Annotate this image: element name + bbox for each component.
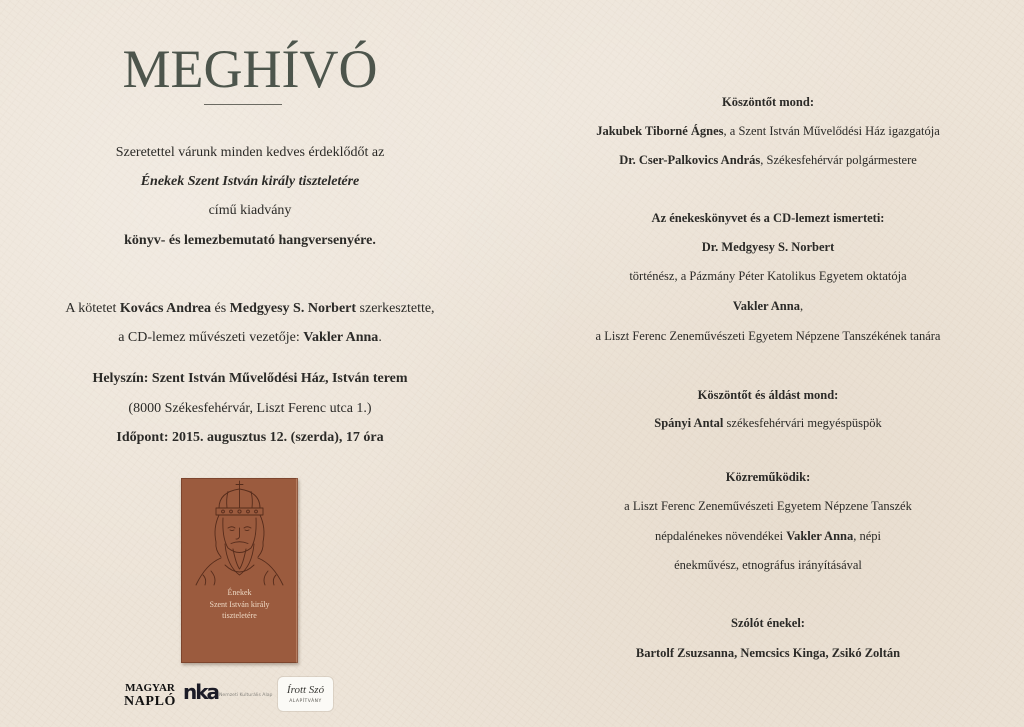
editors-conjunction: és (211, 301, 230, 316)
participants-text: népdalénekes növendékei (654, 529, 787, 543)
editors-prefix: A kötetet (65, 301, 120, 316)
presenter-role: történész, a Pázmány Péter Katolikus Egyetem oktatója (629, 269, 907, 283)
magyar-naplo-logo (122, 680, 178, 710)
soloist-separator: , (734, 646, 741, 660)
cd-director-line (0, 328, 500, 348)
portrait-illustration (181, 478, 298, 663)
presenters-heading: Az énekeskönyvet és a CD-lemezt ismerteti: (651, 211, 885, 225)
welcome-heading: Köszöntőt mond: (721, 95, 815, 109)
speaker-name: Dr. Cser-Palkovics András (619, 153, 761, 167)
book-cover-image (181, 478, 298, 663)
irott-szo-logo-caption: ALAPÍTVÁNY (289, 699, 322, 704)
blessing-name: Spányi Antal (654, 416, 724, 430)
magyar-naplo-logo-line: NAPLÓ (124, 694, 176, 709)
welcome-speaker-line (536, 121, 1000, 141)
participants-line: énekművész, etnográfus irányításával (674, 558, 862, 572)
presenter-name: Dr. Medgyesy S. Norbert (701, 240, 835, 254)
speaker-role: , a Szent István Művelődési Ház igazgatója (723, 124, 940, 138)
title-divider (204, 104, 282, 105)
editor-name: Medgyesy S. Norbert (229, 301, 357, 316)
intro-line: Szeretettel várunk minden kedves érdeklődőt az (115, 145, 385, 160)
cover-title-line: Énekek (227, 588, 252, 597)
editors-suffix: szerkesztette, (356, 301, 435, 316)
publication-type: című kiadvány (208, 203, 292, 218)
editors-line (0, 299, 500, 319)
participants-line: a Liszt Ferenc Zeneművészeti Egyetem Népzene Tanszék (624, 499, 912, 513)
cover-title-line: tiszteletére (222, 611, 257, 620)
nka-logo-mark: nka (183, 680, 219, 704)
blessing-line (536, 413, 1000, 433)
soloist-name: Bartolf Zsuzsanna (635, 646, 735, 660)
page-title: MEGHÍVÓ (122, 39, 378, 99)
participants-heading: Közreműködik: (725, 470, 811, 484)
presenter-role: a Liszt Ferenc Zeneművészeti Egyetem Népzene Tanszékének tanára (595, 329, 941, 343)
nka-logo (183, 680, 273, 706)
editor-name: Kovács Andrea (119, 301, 211, 316)
participants-text: , népi (853, 529, 882, 543)
cd-director-suffix: . (378, 330, 382, 345)
welcome-speaker-line (536, 150, 1000, 170)
speaker-name: Jakubek Tiborné Ágnes (596, 124, 724, 138)
time-line: Időpont: 2015. augusztus 12. (szerda), 17 óra (116, 430, 384, 445)
irott-szo-logo (278, 677, 333, 711)
presenter-name-line (536, 296, 1000, 316)
cover-title-line: Szent István király (209, 600, 270, 609)
publication-title: Énekek Szent István király tiszteletére (140, 174, 360, 189)
soloists-heading: Szólót énekel: (731, 616, 805, 630)
left-page (0, 0, 500, 727)
nka-logo-caption: Nemzeti Kulturális Alap (219, 693, 273, 698)
irott-szo-logo-mark: Írott Szó (286, 684, 325, 696)
address-line: (8000 Székesfehérvár, Liszt Ferenc utca 1.) (128, 401, 372, 416)
soloist-separator: , (825, 646, 832, 660)
right-page (536, 0, 1000, 727)
presenter-name: Vakler Anna (732, 299, 800, 313)
presenter-name-punct: , (799, 299, 804, 313)
magyar-naplo-logo-line: MAGYAR (125, 682, 175, 694)
venue-line: Helyszín: Szent István Művelődési Ház, István terem (92, 371, 408, 386)
soloist-name: Nemcsics Kinga (740, 646, 826, 660)
participants-line (536, 526, 1000, 546)
soloists-line (536, 643, 1000, 663)
soloist-name: Zsikó Zoltán (831, 646, 901, 660)
cd-director-name: Vakler Anna (303, 330, 379, 345)
participants-name: Vakler Anna (786, 529, 854, 543)
cd-director-prefix: a CD-lemez művészeti vezetője: (118, 330, 304, 345)
blessing-heading: Köszöntőt és áldást mond: (697, 388, 839, 402)
event-line: könyv- és lemezbemutató hangversenyére. (124, 233, 376, 248)
speaker-role: , Székesfehérvár polgármestere (760, 153, 917, 167)
blessing-role: székesfehérvári megyéspüspök (723, 416, 882, 430)
